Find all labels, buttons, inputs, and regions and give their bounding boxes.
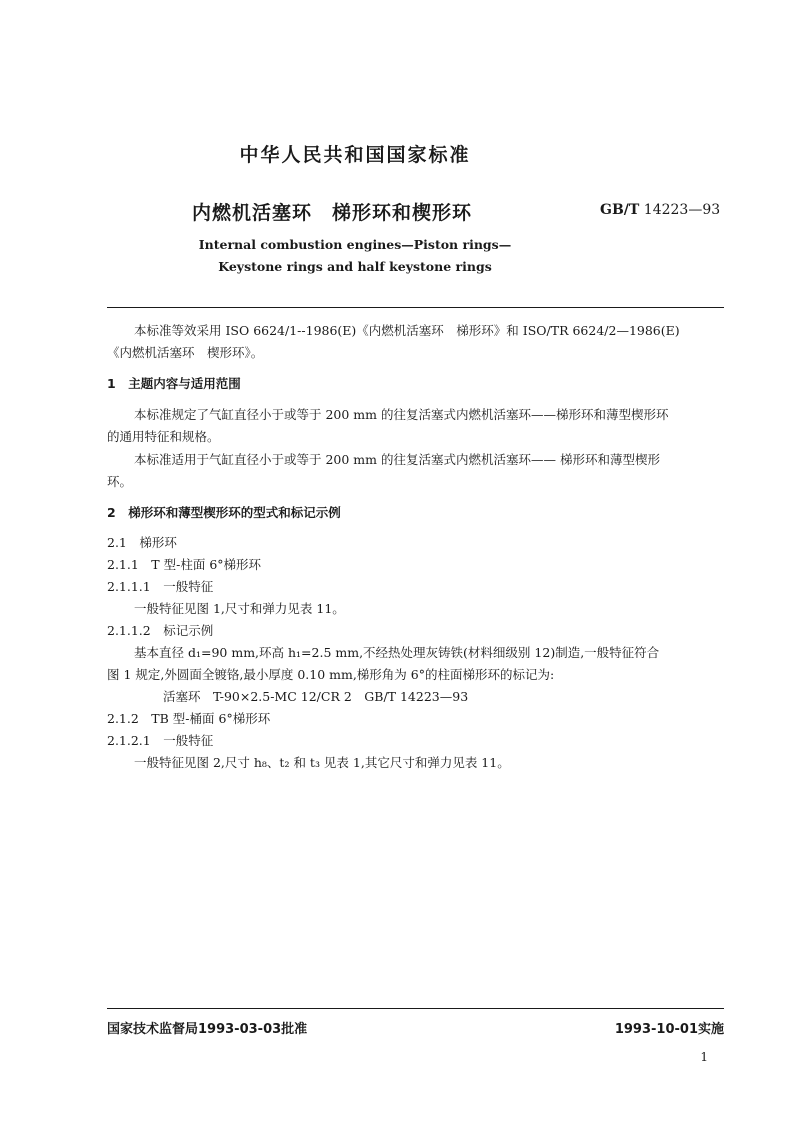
document-title-en-line2: Keystone rings and half keystone rings bbox=[218, 259, 492, 274]
section1-para1-line2: 的通用特征和规格。 bbox=[107, 429, 220, 444]
section1-para2-line1: 本标准适用于气缸直径小于或等于 200 mm 的往复活塞式内燃机活塞环—— 梯形环和薄型楔形 bbox=[134, 452, 660, 467]
header-divider bbox=[107, 307, 724, 308]
marking-example-line1: 基本直径 d₁=90 mm,环高 h₁=2.5 mm,不经热处理灰铸铁(材料细级别 12)制造,一般特征符合 bbox=[134, 645, 660, 660]
section1-para1-line1: 本标准规定了气缸直径小于或等于 200 mm 的往复活塞式内燃机活塞环——梯形环和薄型楔形环 bbox=[134, 407, 669, 422]
standard-code: 14223—93 bbox=[643, 202, 721, 218]
footer-divider bbox=[107, 1008, 724, 1009]
subsection-2-1-2-1-text: 一般特征见图 2,尺寸 h₈、t₂ 和 t₃ 见表 1,其它尺寸和弹力见表 11。 bbox=[134, 755, 510, 770]
subsection-2-1-1-1: 2.1.1.1 一般特征 bbox=[107, 579, 214, 594]
page-number: 1 bbox=[700, 1050, 708, 1064]
subsection-2-1-2-1: 2.1.2.1 一般特征 bbox=[107, 733, 214, 748]
subsection-2-1-1-1-text: 一般特征见图 1,尺寸和弹力见表 11。 bbox=[134, 601, 345, 616]
implementation-date: 1993-10-01实施 bbox=[614, 1022, 724, 1037]
section1-para2-line2: 环。 bbox=[107, 474, 133, 489]
section1-heading: 1 主题内容与适用范围 bbox=[107, 376, 241, 391]
marking-example-line2: 图 1 规定,外圆面全镀铬,最小厚度 0.10 mm,梯形角为 6°的柱面梯形环的标记为: bbox=[107, 667, 555, 682]
subsection-2-1-1-2: 2.1.1.2 标记示例 bbox=[107, 623, 214, 638]
document-title-cn: 内燃机活塞环 梯形环和楔形环 bbox=[192, 202, 473, 224]
marking-designation: 活塞环 T-90×2.5-MC 12/CR 2 GB/T 14223—93 bbox=[163, 689, 469, 704]
intro-line1: 本标准等效采用 ISO 6624/1--1986(E)《内燃机活塞环 梯形环》和 ISO/TR 6624/2—1986(E) bbox=[134, 323, 680, 338]
section2-heading: 2 梯形环和薄型楔形环的型式和标记示例 bbox=[107, 505, 341, 520]
subsection-2-1-2: 2.1.2 TB 型-桶面 6°梯形环 bbox=[107, 711, 271, 726]
standard-prefix: GB/T bbox=[600, 202, 640, 218]
subsection-2-1: 2.1 梯形环 bbox=[107, 535, 177, 550]
standard-number bbox=[600, 202, 720, 218]
intro-line2: 《内燃机活塞环 楔形环》。 bbox=[107, 345, 264, 360]
national-standard-heading: 中华人民共和国国家标准 bbox=[239, 144, 471, 166]
subsection-2-1-1: 2.1.1 T 型-柱面 6°梯形环 bbox=[107, 557, 262, 572]
approval-date: 国家技术监督局1993-03-03批准 bbox=[107, 1022, 308, 1037]
document-title-en-line1: Internal combustion engines—Piston rings— bbox=[198, 237, 512, 252]
